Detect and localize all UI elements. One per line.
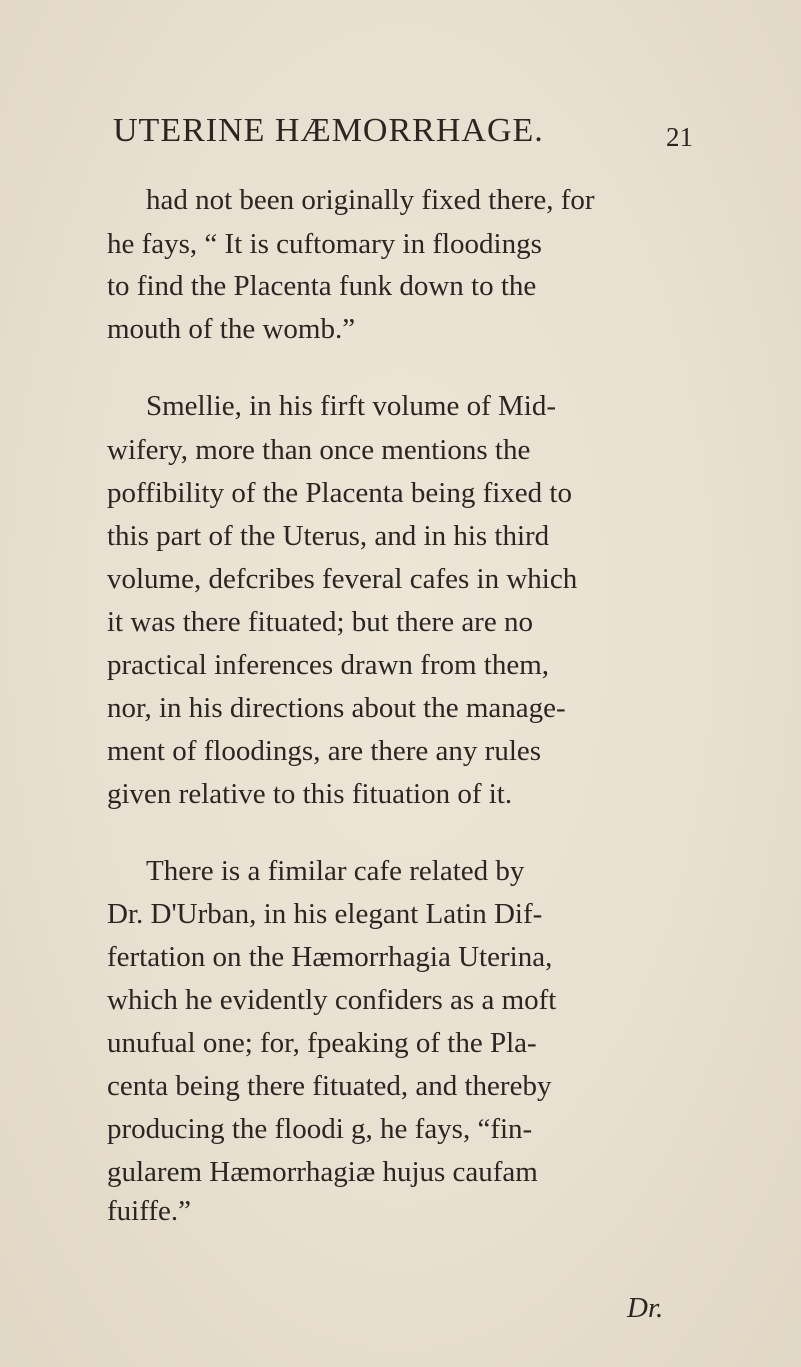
text-line: producing the floodi g, he fays, “fin-	[107, 1113, 533, 1145]
catchword: Dr.	[627, 1292, 664, 1324]
text-line: volume, defcribes feveral cafes in which	[107, 563, 578, 595]
text-line: gularem Hæmorrhagiæ hujus caufam	[107, 1156, 538, 1188]
text-line: fuiffe.”	[107, 1195, 191, 1227]
running-title: UTERINE HÆMORRHAGE.	[113, 112, 544, 149]
text-line: fertation on the Hæmorrhagia Uterina,	[107, 941, 553, 973]
page-number: 21	[666, 122, 693, 152]
text-line: mouth of the womb.”	[107, 313, 356, 345]
text-line: practical inferences drawn from them,	[107, 649, 550, 681]
text-line: Dr. D'Urban, in his elegant Latin Dif-	[107, 898, 543, 930]
text-line: given relative to this fituation of it.	[107, 778, 513, 810]
text-line: to find the Placenta funk down to the	[107, 270, 537, 302]
text-line: nor, in his directions about the manage-	[107, 692, 566, 724]
text-line: it was there fituated; but there are no	[107, 606, 533, 638]
text-line: this part of the Uterus, and in his third	[107, 520, 550, 552]
text-line: There is a fimilar cafe related by	[146, 855, 525, 887]
text-line: unufual one; for, fpeaking of the Pla-	[107, 1027, 537, 1059]
page-header	[113, 112, 693, 162]
text-line: had not been originally fixed there, for	[146, 184, 595, 216]
text-line: wifery, more than once mentions the	[107, 434, 531, 466]
text-line: centa being there fituated, and thereby	[107, 1070, 552, 1102]
text-line: he fays, “ It is cuftomary in floodings	[107, 228, 542, 260]
text-line: poffibility of the Placenta being fixed to	[107, 477, 572, 509]
text-line: Smellie, in his firft volume of Mid-	[146, 390, 556, 422]
text-line: ment of floodings, are there any rules	[107, 735, 542, 767]
text-line: which he evidently confiders as a moft	[107, 984, 557, 1016]
